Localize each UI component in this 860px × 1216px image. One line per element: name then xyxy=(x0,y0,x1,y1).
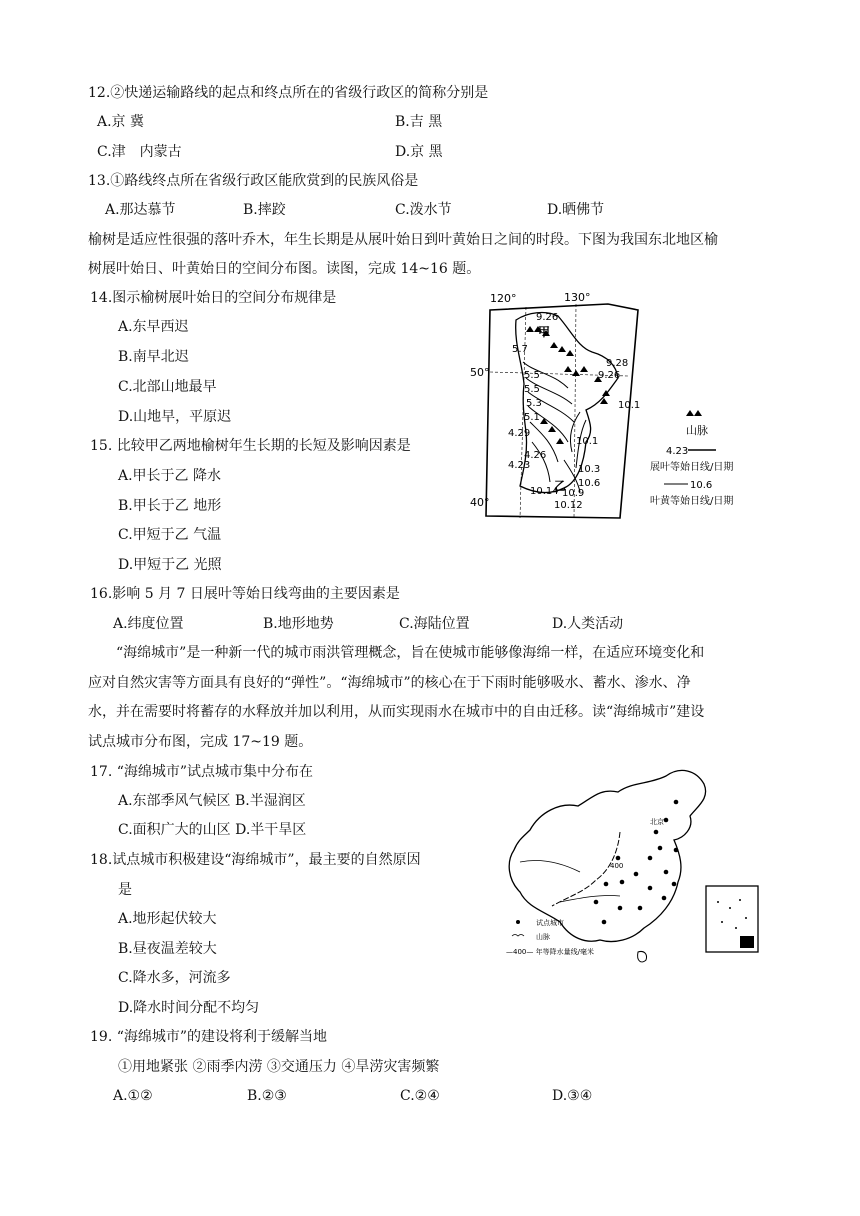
contour-label: 5.7 xyxy=(512,344,528,355)
contour-label: 4.26 xyxy=(524,450,547,461)
q16-option-b[interactable]: B.地形地势 xyxy=(263,616,334,632)
jia-label: 甲 xyxy=(538,325,551,339)
isohyet-label: 400 xyxy=(610,862,624,870)
lon-130-label: 130° xyxy=(564,292,591,304)
legend-yellow-text: 叶黄等始日线/日期 xyxy=(650,496,734,507)
q15-option-d[interactable]: D.甲短于乙 光照 xyxy=(118,557,222,573)
q13-option-b[interactable]: B.摔跤 xyxy=(243,202,286,218)
contour-label: 4.23 xyxy=(508,460,531,471)
q15-option-c[interactable]: C.甲短于乙 气温 xyxy=(118,527,222,543)
intro1-line2: 树展叶始日、叶黄始日的空间分布图。读图，完成 14~16 题。 xyxy=(88,261,481,277)
contour-label: 9.26 xyxy=(598,370,621,381)
legend-yellow-value: 10.6 xyxy=(690,480,713,491)
q12-option-c[interactable]: C.津 内蒙古 xyxy=(97,144,182,160)
q19-option-c[interactable]: C.②④ xyxy=(400,1088,440,1104)
q18-stem-line1: 18.试点城市积极建设“海绵城市”，最主要的自然原因 xyxy=(90,852,421,868)
legend-city-label: 试点城市 xyxy=(536,919,564,927)
legend-leaf-text: 展叶等始日线/日期 xyxy=(650,462,734,473)
contour-label: 10.9 xyxy=(562,488,585,499)
q14-stem: 14.图示榆树展叶始日的空间分布规律是 xyxy=(90,290,337,306)
contour-label: 5.3 xyxy=(526,398,542,409)
q12-option-a[interactable]: A.京 冀 xyxy=(97,114,145,130)
q17-options-ab[interactable]: A.东部季风气候区 B.半湿润区 xyxy=(118,793,306,809)
yi-label: 乙 xyxy=(554,479,567,493)
q16-option-c[interactable]: C.海陆位置 xyxy=(399,616,470,632)
legend-mountain-label: 山脉 xyxy=(686,424,708,437)
intro2-line4: 试点城市分布图，完成 17~19 题。 xyxy=(88,734,313,750)
q17-stem: 17. “海绵城市”试点城市集中分布在 xyxy=(90,764,314,780)
contour-label: 10.14 xyxy=(530,486,559,497)
q14-option-c[interactable]: C.北部山地最早 xyxy=(118,379,217,395)
q13-option-c[interactable]: C.泼水节 xyxy=(395,202,452,218)
beijing-label: 北京 xyxy=(650,818,664,826)
contour-label: 10.6 xyxy=(578,478,601,489)
q18-option-b[interactable]: B.昼夜温差较大 xyxy=(118,941,217,957)
q19-items: ①用地紧张 ②雨季内涝 ③交通压力 ④旱涝灾害频繁 xyxy=(118,1059,440,1075)
lat-40-label: 40° xyxy=(470,496,490,509)
legend-leaf-value: 4.23 xyxy=(666,446,689,457)
q13-option-a[interactable]: A.那达慕节 xyxy=(105,202,176,218)
legend-mountain-label: 山脉 xyxy=(536,933,550,941)
contour-label: 10.3 xyxy=(578,464,601,475)
q18-option-a[interactable]: A.地形起伏较大 xyxy=(118,911,217,927)
q18-option-d[interactable]: D.降水时间分配不均匀 xyxy=(118,1000,260,1016)
q15-option-a[interactable]: A.甲长于乙 降水 xyxy=(118,468,222,484)
lon-120-label: 120° xyxy=(490,292,517,305)
q12-option-d[interactable]: D.京 黑 xyxy=(395,144,443,160)
q16-stem: 16.影响 5 月 7 日展叶等始日线弯曲的主要因素是 xyxy=(90,586,400,602)
q15-option-b[interactable]: B.甲长于乙 地形 xyxy=(118,498,222,514)
elm-phenology-map xyxy=(468,292,768,524)
contour-label: 10.1 xyxy=(576,436,599,447)
q13-option-d[interactable]: D.晒佛节 xyxy=(547,202,605,218)
contour-label: 10.12 xyxy=(554,500,583,511)
contour-label: 5.5 xyxy=(524,370,540,381)
intro1-line1: 榆树是适应性很强的落叶乔木，年生长期是从展叶始日到叶黄始日之间的时段。下图为我国东北地区榆 xyxy=(88,232,718,248)
contour-label: 9.28 xyxy=(606,358,629,369)
q16-option-a[interactable]: A.纬度位置 xyxy=(113,616,184,632)
q19-option-a[interactable]: A.①② xyxy=(113,1088,153,1104)
contour-label: 9.26 xyxy=(536,312,559,323)
sponge-city-map xyxy=(500,762,770,974)
q14-option-d[interactable]: D.山地早，平原迟 xyxy=(118,409,232,425)
intro2-line3: 水，并在需要时将蓄存的水释放并加以利用，从而实现雨水在城市中的自由迁移。读“海绵城市”建设 xyxy=(88,704,705,720)
intro2-line1: “海绵城市”是一种新一代的城市雨洪管理概念，旨在使城市能够像海绵一样，在适应环境变化和 xyxy=(116,645,705,661)
q18-option-c[interactable]: C.降水多，河流多 xyxy=(118,970,231,986)
q13-stem: 13.①路线终点所在省级行政区能欣赏到的民族风俗是 xyxy=(88,173,419,189)
contour-label: 4.29 xyxy=(508,428,531,439)
contour-label: 5.5 xyxy=(524,384,540,395)
intro2-line2: 应对自然灾害等方面具有良好的“弹性”。“海绵城市”的核心在于下雨时能够吸水、蓄水、渗水、净 xyxy=(88,675,691,691)
q12-stem: 12.②快递运输路线的起点和终点所在的省级行政区的简称分别是 xyxy=(88,85,489,101)
q15-stem: 15. 比较甲乙两地榆树年生长期的长短及影响因素是 xyxy=(90,438,411,454)
q14-option-a[interactable]: A.东早西迟 xyxy=(118,319,189,335)
q19-option-d[interactable]: D.③④ xyxy=(552,1088,593,1104)
lat-50-label: 50° xyxy=(470,366,490,379)
q16-option-d[interactable]: D.人类活动 xyxy=(552,616,624,632)
q19-stem: 19. “海绵城市”的建设将利于缓解当地 xyxy=(90,1029,328,1045)
contour-label: 10.1 xyxy=(618,400,641,411)
q14-option-b[interactable]: B.南早北迟 xyxy=(118,349,189,365)
contour-label: 5.1 xyxy=(524,412,540,423)
legend-line-label: —400— 年等降水量线/毫米 xyxy=(506,948,594,956)
q18-stem-line2: 是 xyxy=(118,882,132,898)
q17-options-cd[interactable]: C.面积广大的山区 D.半干旱区 xyxy=(118,822,307,838)
q12-option-b[interactable]: B.吉 黑 xyxy=(395,114,443,130)
q19-option-b[interactable]: B.②③ xyxy=(247,1088,287,1104)
